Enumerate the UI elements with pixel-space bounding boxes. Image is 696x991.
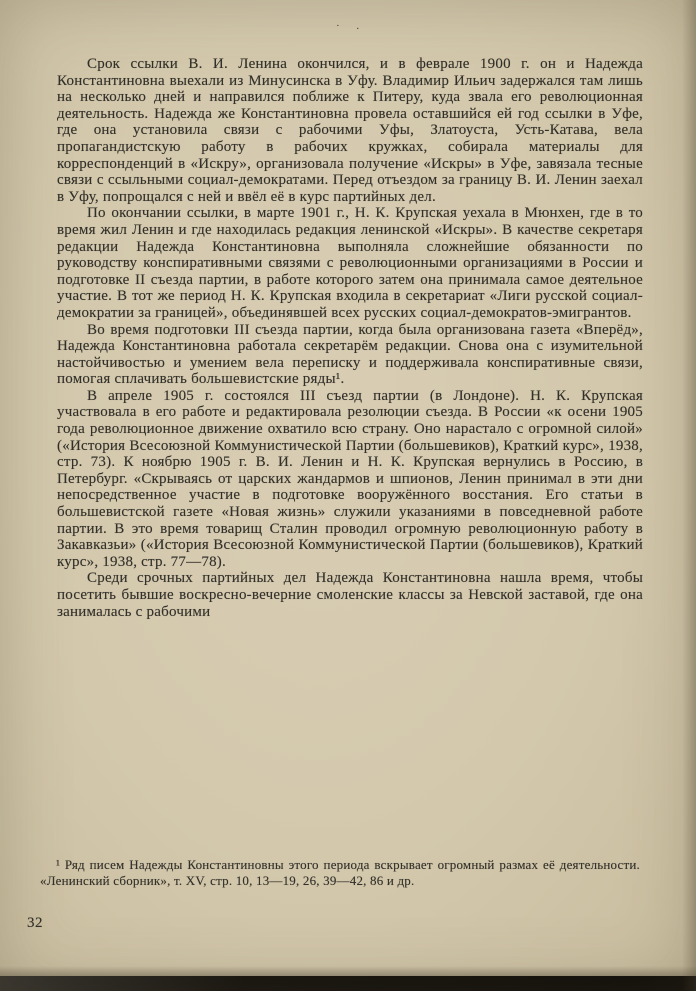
- paragraph-5: Среди срочных партийных дел Надежда Константиновна нашла время, чтобы посетить бывшие воскресно-вечерние смоленские классы за Невской заставой, где она занималась с рабочими: [57, 570, 643, 620]
- footnote: ¹ Ряд писем Надежды Константиновны этого периода вскрывает огромный размах её деятельности. «Ленинский сборник», т. XV, стр. 10, 13—19, 26, 39—42, 86 и др.: [40, 857, 640, 888]
- scan-edge-right: [682, 0, 696, 991]
- body-text: [57, 56, 643, 620]
- print-specks: · .: [336, 20, 367, 32]
- page-number: 32: [27, 915, 43, 931]
- paragraph-1: Срок ссылки В. И. Ленина окончился, и в феврале 1900 г. он и Надежда Константиновна выехали из Минусинска в Уфу. Владимир Ильич задержался там лишь на несколько дней и направился поближе к Питеру, куда звала его революционная деятельность. Надежда же Константиновна провела оставшийся ей год ссылки в Уфе, где она установила связи с рабочими Уфы, Златоуста, Усть-Катава, вела пропагандистскую работу в рабочих кружках, собирала материалы для корреспонденций в «Искру», организовала получение «Искры» в Уфе, завязала тесные связи с ссыльными социал-демократами. Перед отъездом за границу В. И. Ленин заехал в Уфу, попрощался с ней и ввёл её в курс партийных дел.: [57, 56, 643, 205]
- paragraph-2: По окончании ссылки, в марте 1901 г., Н. К. Крупская уехала в Мюнхен, где в то время жил Ленин и где находилась редакция ленинской «Искры». В качестве секретаря редакции Надежда Константиновна выполняла сложнейшие обязанности по руководству конспиративными связями с революционными организациями в России и подготовке II съезда партии, в работе которого затем она принимала самое деятельное участие. В тот же период Н. К. Крупская входила в секретариат «Лиги русской социал-демократии за границей», объединявшей всех русских социал-демократов-эмигрантов.: [57, 205, 643, 321]
- paragraph-3: Во время подготовки III съезда партии, когда была организована газета «Вперёд», Надежда Константиновна работала секретарём редакции. Снова она с изумительной настойчивостью и умением вела переписку и поддерживала конспиративные связи, помогая сплачивать большевистские ряды¹.: [57, 321, 643, 388]
- scan-edge-bottom: [0, 976, 696, 991]
- paragraph-4: В апреле 1905 г. состоялся III съезд партии (в Лондоне). Н. К. Крупская участвовала в его работе и редактировала резолюции съезда. В России «к осени 1905 года революционное движение охватило всю страну. Оно нарастало с огромной силой» («История Всесоюзной Коммунистической Партии (большевиков), Краткий курс», 1938, стр. 73). К ноябрю 1905 г. В. И. Ленин и Н. К. Крупская вернулись в Россию, в Петербург. «Скрываясь от царских жандармов и шпионов, Ленин принимал в эти дни непосредственное участие в подготовке вооружённого восстания. Его статьи в большевистской газете «Новая жизнь» служили указаниями в повседневной работе партии. В это время товарищ Сталин проводил огромную революционную работу в Закавказьи» («История Всесоюзной Коммунистической Партии (большевиков), Краткий курс», 1938, стр. 77—78).: [57, 387, 643, 570]
- scan-edge-shadow: [0, 966, 696, 976]
